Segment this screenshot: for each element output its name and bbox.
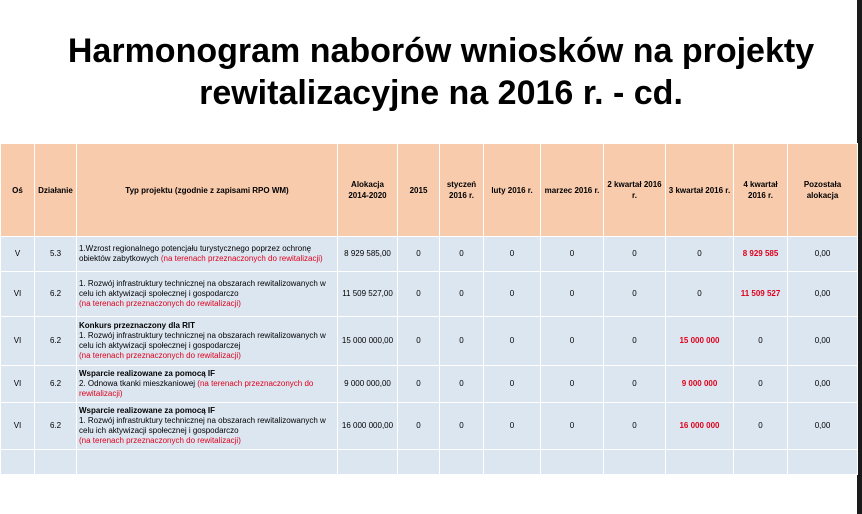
- cell-os: VI: [1, 403, 35, 450]
- cell-typ-projektu: [77, 366, 338, 403]
- typ-note: (na terenach przeznaczonych do rewitalizacji): [79, 351, 241, 360]
- cell-2015: 0: [398, 366, 440, 403]
- cell-styczen: 0: [440, 366, 484, 403]
- header-q2: 2 kwartał 2016 r.: [604, 144, 666, 237]
- cell-2015: 0: [398, 403, 440, 450]
- header-2015: 2015: [398, 144, 440, 237]
- typ-text: 1. Rozwój infrastruktury technicznej na obszarach rewitalizowanych w celu ich aktywizacji społecznej i gospodarczo: [79, 416, 326, 435]
- typ-note: (na terenach przeznaczonych do rewitalizacji): [160, 254, 323, 263]
- cell-alokacja: 8 929 585,00: [338, 237, 398, 272]
- cell-q2: 0: [604, 272, 666, 317]
- cell-q4: 8 929 585: [734, 237, 788, 272]
- cell-q3: 15 000 000: [666, 317, 734, 366]
- cell-empty: [734, 450, 788, 475]
- cell-luty: 0: [484, 317, 541, 366]
- cell-q3: 0: [666, 272, 734, 317]
- typ-heading: Wsparcie realizowane za pomocą IF: [79, 369, 216, 378]
- cell-os: VI: [1, 317, 35, 366]
- table-row-empty: [1, 450, 858, 475]
- cell-marzec: 0: [541, 317, 604, 366]
- cell-luty: 0: [484, 366, 541, 403]
- cell-pozostala: 0,00: [788, 317, 858, 366]
- table-header-row: [1, 144, 858, 237]
- typ-note: (na terenach przeznaczonych do rewitalizacji): [79, 379, 314, 398]
- slide-title-line-2: rewitalizacyjne na 2016 r. - cd.: [199, 74, 683, 112]
- header-typ-projektu: Typ projektu (zgodnie z zapisami RPO WM): [77, 144, 338, 237]
- typ-text: 1. Rozwój infrastruktury technicznej na obszarach rewitalizowanych w celu ich aktywizacji społecznej i gospodarczej: [79, 331, 326, 350]
- cell-dzialanie: 6.2: [35, 403, 77, 450]
- cell-q3: 9 000 000: [666, 366, 734, 403]
- cell-empty: [440, 450, 484, 475]
- cell-q3: 16 000 000: [666, 403, 734, 450]
- cell-typ-projektu: [77, 272, 338, 317]
- table-row: [1, 272, 858, 317]
- cell-q4: 0: [734, 403, 788, 450]
- cell-luty: 0: [484, 272, 541, 317]
- cell-empty: [541, 450, 604, 475]
- cell-empty: [1, 450, 35, 475]
- cell-2015: 0: [398, 317, 440, 366]
- header-dzialanie: Działanie: [35, 144, 77, 237]
- schedule-table: [0, 143, 858, 475]
- cell-dzialanie: 6.2: [35, 272, 77, 317]
- cell-typ-projektu: [77, 317, 338, 366]
- table-row: [1, 237, 858, 272]
- slide-title-line-1: Harmonogram naborów wniosków na projekty: [67, 32, 815, 70]
- typ-note: (na terenach przeznaczonych do rewitalizacji): [79, 436, 241, 445]
- header-q3: 3 kwartał 2016 r.: [666, 144, 734, 237]
- slide-title: [0, 30, 862, 114]
- typ-text: 1. Rozwój infrastruktury technicznej na obszarach rewitalizowanych w celu ich aktywizacji społecznej i gospodarczo: [79, 279, 326, 298]
- cell-styczen: 0: [440, 403, 484, 450]
- cell-alokacja: 15 000 000,00: [338, 317, 398, 366]
- cell-luty: 0: [484, 403, 541, 450]
- header-luty: luty 2016 r.: [484, 144, 541, 237]
- cell-marzec: 0: [541, 403, 604, 450]
- cell-dzialanie: 6.2: [35, 366, 77, 403]
- cell-marzec: 0: [541, 272, 604, 317]
- cell-2015: 0: [398, 272, 440, 317]
- cell-typ-projektu: [77, 237, 338, 272]
- cell-empty: [77, 450, 338, 475]
- cell-q2: 0: [604, 403, 666, 450]
- cell-pozostala: 0,00: [788, 366, 858, 403]
- cell-alokacja: 16 000 000,00: [338, 403, 398, 450]
- cell-empty: [604, 450, 666, 475]
- typ-text: 1.Wzrost regionalnego potencjału turystycznego poprzez ochronę obiektów zabytkowych: [79, 244, 312, 263]
- header-os: Oś: [1, 144, 35, 237]
- cell-q4: 0: [734, 317, 788, 366]
- header-styczen: styczeń 2016 r.: [440, 144, 484, 237]
- cell-q4: 11 509 527: [734, 272, 788, 317]
- cell-styczen: 0: [440, 317, 484, 366]
- cell-dzialanie: 5.3: [35, 237, 77, 272]
- cell-2015: 0: [398, 237, 440, 272]
- cell-styczen: 0: [440, 237, 484, 272]
- cell-os: VI: [1, 366, 35, 403]
- header-q4: 4 kwartał 2016 r.: [734, 144, 788, 237]
- cell-q3: 0: [666, 237, 734, 272]
- cell-dzialanie: 6.2: [35, 317, 77, 366]
- cell-os: VI: [1, 272, 35, 317]
- typ-heading: Konkurs przeznaczony dla RIT: [79, 321, 196, 330]
- cell-pozostala: 0,00: [788, 237, 858, 272]
- cell-typ-projektu: [77, 403, 338, 450]
- header-pozostala: Pozostała alokacja: [788, 144, 858, 237]
- cell-q4: 0: [734, 366, 788, 403]
- cell-marzec: 0: [541, 366, 604, 403]
- cell-marzec: 0: [541, 237, 604, 272]
- cell-empty: [398, 450, 440, 475]
- cell-empty: [35, 450, 77, 475]
- cell-pozostala: 0,00: [788, 272, 858, 317]
- cell-os: V: [1, 237, 35, 272]
- typ-heading: Wsparcie realizowane za pomocą IF: [79, 406, 216, 415]
- cell-alokacja: 9 000 000,00: [338, 366, 398, 403]
- cell-q2: 0: [604, 237, 666, 272]
- table-row: [1, 317, 858, 366]
- cell-luty: 0: [484, 237, 541, 272]
- cell-q2: 0: [604, 366, 666, 403]
- cell-empty: [666, 450, 734, 475]
- table-row: [1, 366, 858, 403]
- cell-q2: 0: [604, 317, 666, 366]
- cell-empty: [484, 450, 541, 475]
- typ-note: (na terenach przeznaczonych do rewitalizacji): [79, 299, 241, 308]
- cell-pozostala: 0,00: [788, 403, 858, 450]
- cell-empty: [788, 450, 858, 475]
- cell-empty: [338, 450, 398, 475]
- header-alokacja: Alokacja 2014-2020: [338, 144, 398, 237]
- typ-text: 2. Odnowa tkanki mieszkaniowej: [79, 379, 196, 388]
- table-row: [1, 403, 858, 450]
- cell-alokacja: 11 509 527,00: [338, 272, 398, 317]
- cell-styczen: 0: [440, 272, 484, 317]
- header-marzec: marzec 2016 r.: [541, 144, 604, 237]
